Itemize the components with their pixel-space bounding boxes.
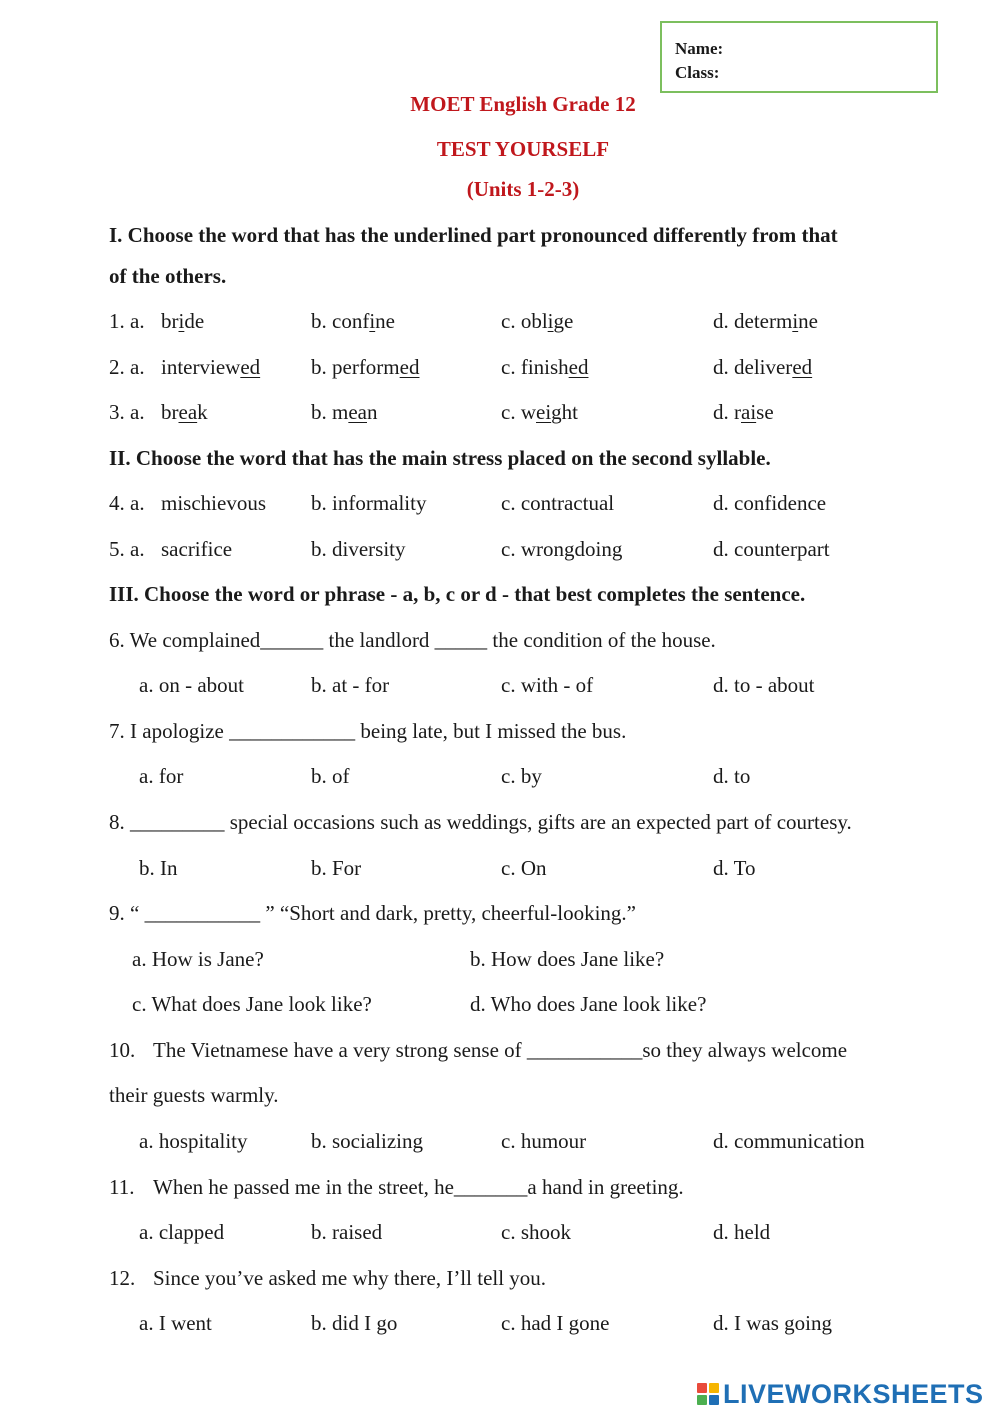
option-c[interactable] — [501, 400, 578, 425]
option-a[interactable]: a. on - about — [139, 673, 244, 697]
question-number: 1. a. — [109, 309, 145, 333]
question-stem: 8. _________ special occasions such as weddings, gifts are an expected part of courtesy. — [109, 810, 852, 834]
option-text: b. m — [311, 400, 349, 424]
option-text: k — [197, 400, 208, 424]
liveworksheets-logo — [697, 1378, 984, 1410]
option-c[interactable]: c. had I gone — [501, 1311, 610, 1335]
logo-text: LIVEWORKSHEETS — [723, 1378, 984, 1409]
option-text: c. finish — [501, 355, 569, 379]
page-title: MOET English Grade 12 — [410, 92, 636, 116]
question-stem-cont: their guests warmly. — [109, 1083, 279, 1107]
option-a[interactable]: mischievous — [161, 491, 266, 515]
question-number: 4. a. — [109, 491, 145, 515]
option-b[interactable]: b. diversity — [311, 537, 406, 561]
option-c[interactable]: c. with - of — [501, 673, 594, 697]
question-number: 11. — [109, 1175, 135, 1199]
class-label: Class: — [675, 63, 720, 82]
option-b[interactable]: b. at - for — [311, 673, 390, 697]
option-a[interactable]: a. hospitality — [139, 1129, 248, 1153]
units-label: (Units 1-2-3) — [466, 177, 580, 201]
underlined-part: ed — [399, 355, 420, 379]
underlined-part: ai — [741, 400, 757, 424]
option-text: ght — [551, 400, 578, 424]
question-number: 2. a. — [109, 355, 145, 379]
question-stem: Since you’ve asked me why there, I’ll tell you. — [153, 1266, 547, 1290]
section-1-heading: I. Choose the word that has the underlined part pronounced differently from that — [109, 223, 838, 247]
option-c[interactable]: c. wrongdoing — [501, 537, 623, 561]
question-number: 5. a. — [109, 537, 145, 561]
underlined-part: ei — [536, 400, 552, 424]
option-c[interactable]: c. What does Jane look like? — [132, 992, 372, 1016]
option-a[interactable]: a. I went — [139, 1311, 212, 1335]
question-number: 3. a. — [109, 400, 145, 424]
option-d[interactable]: d. counterpart — [713, 537, 830, 561]
option-a[interactable]: sacrifice — [161, 537, 233, 561]
option-text: b. conf — [311, 309, 370, 333]
option-text: se — [756, 400, 774, 424]
option-c[interactable]: c. by — [501, 764, 542, 788]
option-a[interactable]: a. How is Jane? — [132, 947, 264, 971]
option-c[interactable] — [501, 355, 588, 380]
option-a[interactable] — [161, 400, 208, 425]
option-d[interactable]: d. To — [713, 856, 756, 880]
name-class-box — [660, 21, 938, 93]
option-text: d. deliver — [713, 355, 793, 379]
option-d[interactable] — [713, 309, 818, 334]
option-c[interactable] — [501, 309, 573, 334]
option-b[interactable]: b. How does Jane like? — [470, 947, 665, 971]
option-d[interactable]: d. I was going — [713, 1311, 832, 1335]
option-text: c. w — [501, 400, 536, 424]
name-label: Name: — [675, 39, 724, 58]
option-c[interactable]: c. shook — [501, 1220, 571, 1244]
option-d[interactable]: d. held — [713, 1220, 771, 1244]
section-1-heading-cont: of the others. — [109, 264, 227, 288]
option-b[interactable] — [311, 400, 378, 425]
option-a[interactable] — [161, 309, 204, 334]
section-2-heading: II. Choose the word that has the main stress placed on the second syllable. — [109, 446, 771, 470]
question-stem: The Vietnamese have a very strong sense of ___________so they always welcome — [153, 1038, 848, 1062]
option-a[interactable]: a. clapped — [139, 1220, 225, 1244]
option-c[interactable]: c. On — [501, 856, 547, 880]
logo-mark-icon — [697, 1383, 719, 1405]
option-text: br — [161, 400, 179, 424]
option-b[interactable]: b. raised — [311, 1220, 383, 1244]
question-stem: 6. We complained______ the landlord _____ the condition of the house. — [109, 628, 716, 652]
option-text: b. perform — [311, 355, 400, 379]
option-c[interactable]: c. humour — [501, 1129, 587, 1153]
option-text: de — [184, 309, 205, 333]
option-b[interactable]: b. For — [311, 856, 362, 880]
option-text: br — [161, 309, 179, 333]
question-number: 12. — [109, 1266, 136, 1290]
option-text: interview — [161, 355, 241, 379]
option-d[interactable]: d. communication — [713, 1129, 865, 1153]
option-a[interactable]: a. for — [139, 764, 184, 788]
underlined-part: i — [547, 309, 554, 333]
option-d[interactable]: d. to — [713, 764, 751, 788]
option-b[interactable]: b. socializing — [311, 1129, 423, 1153]
option-d[interactable] — [713, 355, 812, 380]
underlined-part: i — [792, 309, 799, 333]
underlined-part: i — [178, 309, 185, 333]
option-text: ne — [375, 309, 395, 333]
option-d[interactable] — [713, 400, 774, 425]
underlined-part: ea — [348, 400, 367, 424]
option-text: c. obl — [501, 309, 548, 333]
question-stem: When he passed me in the street, he_______a hand in greeting. — [153, 1175, 684, 1199]
option-c[interactable]: c. contractual — [501, 491, 615, 515]
option-b[interactable] — [311, 309, 395, 334]
page-subtitle: TEST YOURSELF — [436, 137, 610, 161]
option-text: d. r — [713, 400, 741, 424]
option-d[interactable]: d. to - about — [713, 673, 815, 697]
option-a[interactable] — [161, 355, 260, 380]
underlined-part: ea — [178, 400, 198, 424]
option-text: ge — [553, 309, 574, 333]
option-b[interactable]: b. did I go — [311, 1311, 398, 1335]
question-stem: 9. “ ___________ ” “Short and dark, pretty, cheerful-looking.” — [109, 901, 636, 925]
option-d[interactable]: d. confidence — [713, 491, 827, 515]
option-b[interactable]: b. of — [311, 764, 350, 788]
option-a[interactable]: b. In — [139, 856, 178, 880]
question-stem: 7. I apologize ____________ being late, but I missed the bus. — [109, 719, 627, 743]
option-b[interactable] — [311, 355, 419, 380]
option-text: d. determ — [713, 309, 793, 333]
section-3-heading: III. Choose the word or phrase - a, b, c or d - that best completes the sentence. — [109, 582, 806, 606]
underlined-part: ed — [792, 355, 813, 379]
question-number: 10. — [109, 1038, 136, 1062]
option-b[interactable]: b. informality — [311, 491, 427, 515]
option-d[interactable]: d. Who does Jane look like? — [470, 992, 707, 1016]
underlined-part: ed — [568, 355, 589, 379]
underlined-part: ed — [240, 355, 261, 379]
option-text: n — [367, 400, 378, 424]
option-text: ne — [798, 309, 818, 333]
underlined-part: i — [369, 309, 376, 333]
